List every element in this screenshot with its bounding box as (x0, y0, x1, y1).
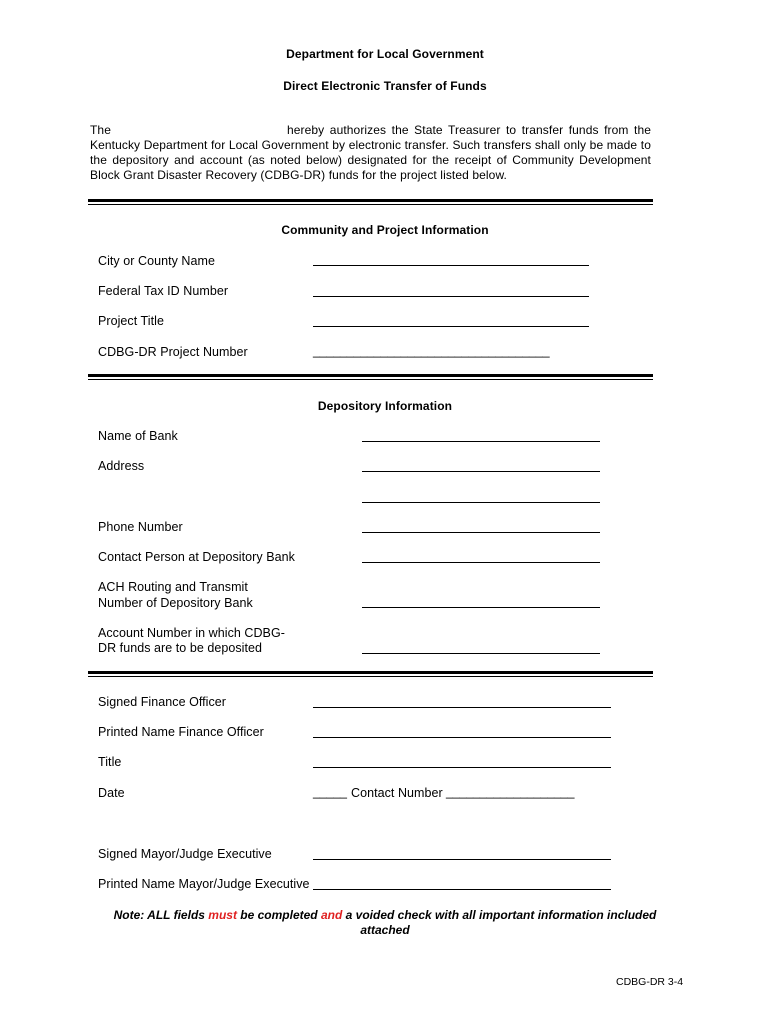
phone-number-field[interactable] (362, 532, 600, 533)
signed-mayor-field[interactable] (313, 859, 611, 860)
project-title-label: Project Title (98, 314, 164, 328)
section-divider (88, 374, 653, 380)
address-label: Address (98, 459, 145, 473)
phone-number-label: Phone Number (98, 520, 183, 534)
intro-lead: The (90, 123, 111, 137)
title-field[interactable] (313, 767, 611, 768)
address-field-line1[interactable] (362, 471, 600, 472)
contact-number-label: Contact Number (351, 786, 443, 800)
ach-routing-label-line1: ACH Routing and Transmit (98, 580, 248, 594)
signed-finance-officer-field[interactable] (313, 707, 611, 708)
project-title-field[interactable] (313, 326, 589, 327)
section-divider (88, 671, 653, 677)
federal-tax-id-label: Federal Tax ID Number (98, 284, 229, 298)
completion-note (0, 908, 770, 923)
form-code: CDBG-DR 3-4 (616, 976, 684, 988)
account-number-field[interactable] (362, 653, 600, 654)
date-field[interactable]: _____ (313, 785, 347, 799)
contact-person-label: Contact Person at Depository Bank (98, 550, 295, 564)
note-must: must (208, 908, 237, 922)
printed-name-mayor-label: Printed Name Mayor/Judge Executive (98, 877, 310, 891)
account-number-label-line1: Account Number in which CDBG- (98, 626, 285, 640)
note-and: and (320, 908, 343, 922)
bank-name-label: Name of Bank (98, 429, 178, 443)
signed-finance-officer-label: Signed Finance Officer (98, 695, 227, 709)
bank-name-field[interactable] (362, 441, 600, 442)
address-field-line2[interactable] (362, 502, 600, 503)
printed-name-finance-officer-field[interactable] (313, 737, 611, 738)
note-prefix: Note: ALL fields (113, 908, 209, 922)
ach-routing-label-line2: Number of Depository Bank (98, 596, 253, 610)
contact-person-field[interactable] (362, 562, 600, 563)
ach-routing-field[interactable] (362, 607, 600, 608)
city-county-field[interactable] (313, 265, 589, 266)
city-county-label: City or County Name (98, 254, 215, 268)
intro-text: hereby authorizes the State Treasurer to transfer funds from the Kentucky Department for Local Government by electronic transfer. Such transfers shall only be made to the depository and account (as noted below) designated for the receipt of Community Development Block Grant Disaster Recovery (CDBG-DR) funds for the project listed below. (90, 123, 651, 182)
date-label: Date (98, 786, 125, 800)
form-department-title: Department for Local Government (286, 47, 484, 61)
printed-name-finance-officer-label: Printed Name Finance Officer (98, 725, 264, 739)
printed-name-mayor-field[interactable] (313, 889, 611, 890)
note-middle: be completed (236, 908, 321, 922)
account-number-label-line2: DR funds are to be deposited (98, 641, 263, 655)
title-label: Title (98, 755, 122, 769)
project-number-field[interactable]: ___________________________________ (313, 344, 550, 358)
federal-tax-id-field[interactable] (313, 296, 589, 297)
completion-note-line2: attached (360, 923, 410, 937)
note-suffix: a voided check with all important information included (342, 908, 657, 922)
authorization-paragraph (90, 123, 651, 183)
depository-section-heading: Depository Information (317, 399, 453, 413)
contact-number-field[interactable]: ___________________ (446, 785, 575, 799)
section-divider (88, 199, 653, 205)
community-section-heading: Community and Project Information (281, 223, 489, 237)
form-title: Direct Electronic Transfer of Funds (283, 79, 487, 93)
signed-mayor-label: Signed Mayor/Judge Executive (98, 847, 272, 861)
project-number-label: CDBG-DR Project Number (98, 345, 248, 359)
